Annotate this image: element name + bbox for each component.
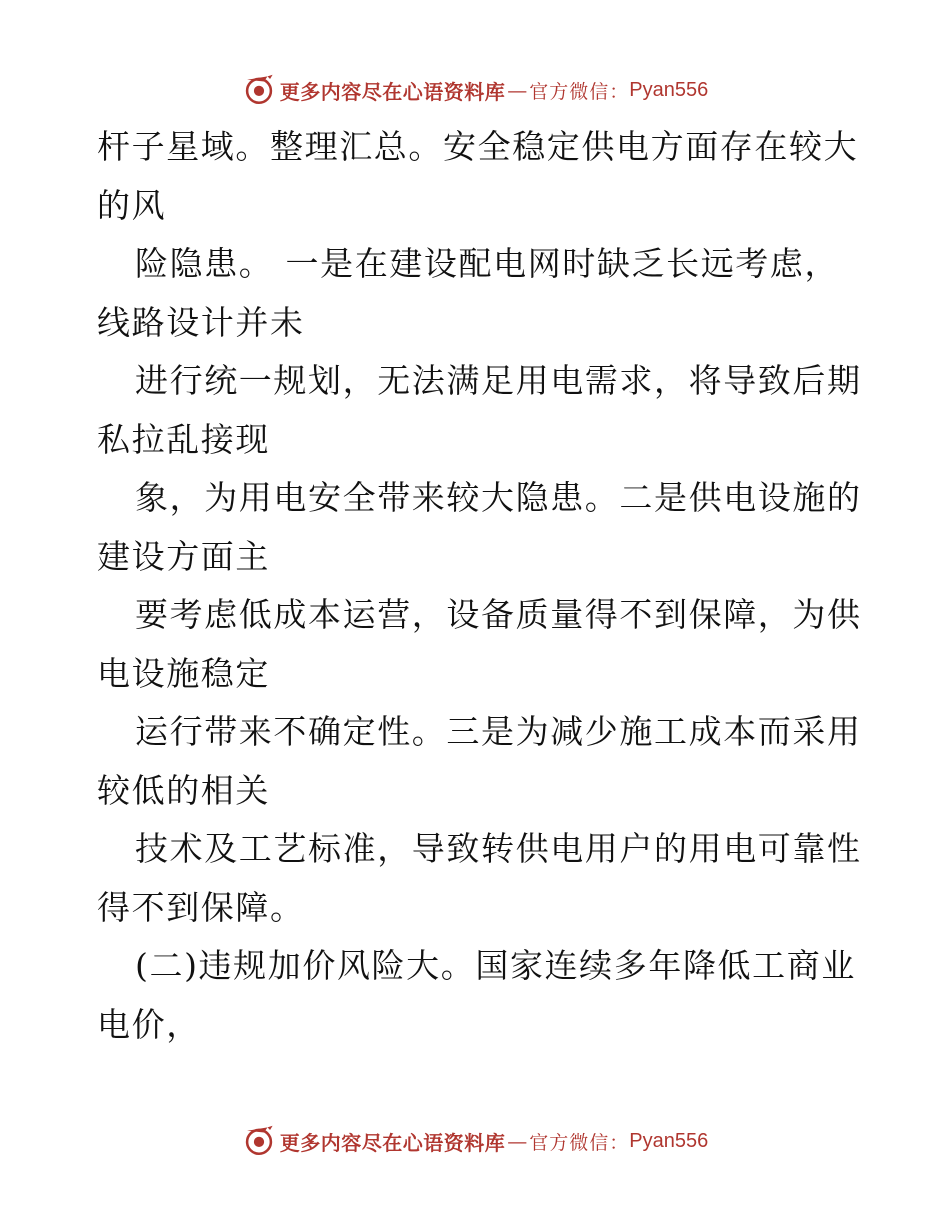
text-line: 要考虑低成本运营，设备质量得不到保障，为供 [135, 595, 862, 634]
text-line: 象，为用电安全带来较大隐患。二是供电设施的 [135, 478, 862, 517]
text-line: 电价， [97, 1004, 201, 1044]
text-line: 进行统一规划，无法满足用电需求，将导致后期 [135, 361, 862, 400]
banner-separator: — [507, 1129, 528, 1153]
quill-pen-logo-icon [242, 73, 276, 107]
brand-text: 更多内容尽在心语资料库 [279, 79, 506, 104]
wechat-label: 官方微信： [529, 1131, 630, 1154]
text-line: 运行带来不确定性。三是为减少施工成本而采用 [135, 712, 862, 751]
wechat-id: Pyan556 [629, 78, 709, 101]
text-line: (二)违规加价风险大。国家连续多年降低工商业 [135, 946, 856, 985]
text-line: 私拉乱接现 [97, 419, 270, 459]
text-line: 较低的相关 [97, 770, 270, 810]
text-line: 电设施稳定 [97, 653, 270, 693]
wechat-label: 官方微信： [529, 80, 630, 103]
document-body [97, 118, 862, 1054]
text-line: 得不到保障。 [97, 887, 305, 927]
banner-separator: — [507, 78, 528, 102]
text-line: 建设方面主 [97, 536, 270, 576]
text-line: 技术及工艺标准，导致转供电用户的用电可靠性 [135, 829, 862, 868]
brand-text: 更多内容尽在心语资料库 [279, 1130, 506, 1155]
text-line: 险隐患。 一是在建设配电网时缺乏长远考虑， [135, 244, 840, 283]
text-line: 杆子星域。整理汇总。安全稳定供电方面存在较大 [97, 127, 859, 166]
wechat-id: Pyan556 [629, 1129, 709, 1152]
text-line: 的风 [97, 185, 167, 225]
quill-pen-logo-icon [242, 1124, 276, 1158]
footer-banner [0, 1121, 950, 1161]
text-line: 线路设计并未 [97, 302, 305, 342]
header-banner [0, 70, 950, 110]
